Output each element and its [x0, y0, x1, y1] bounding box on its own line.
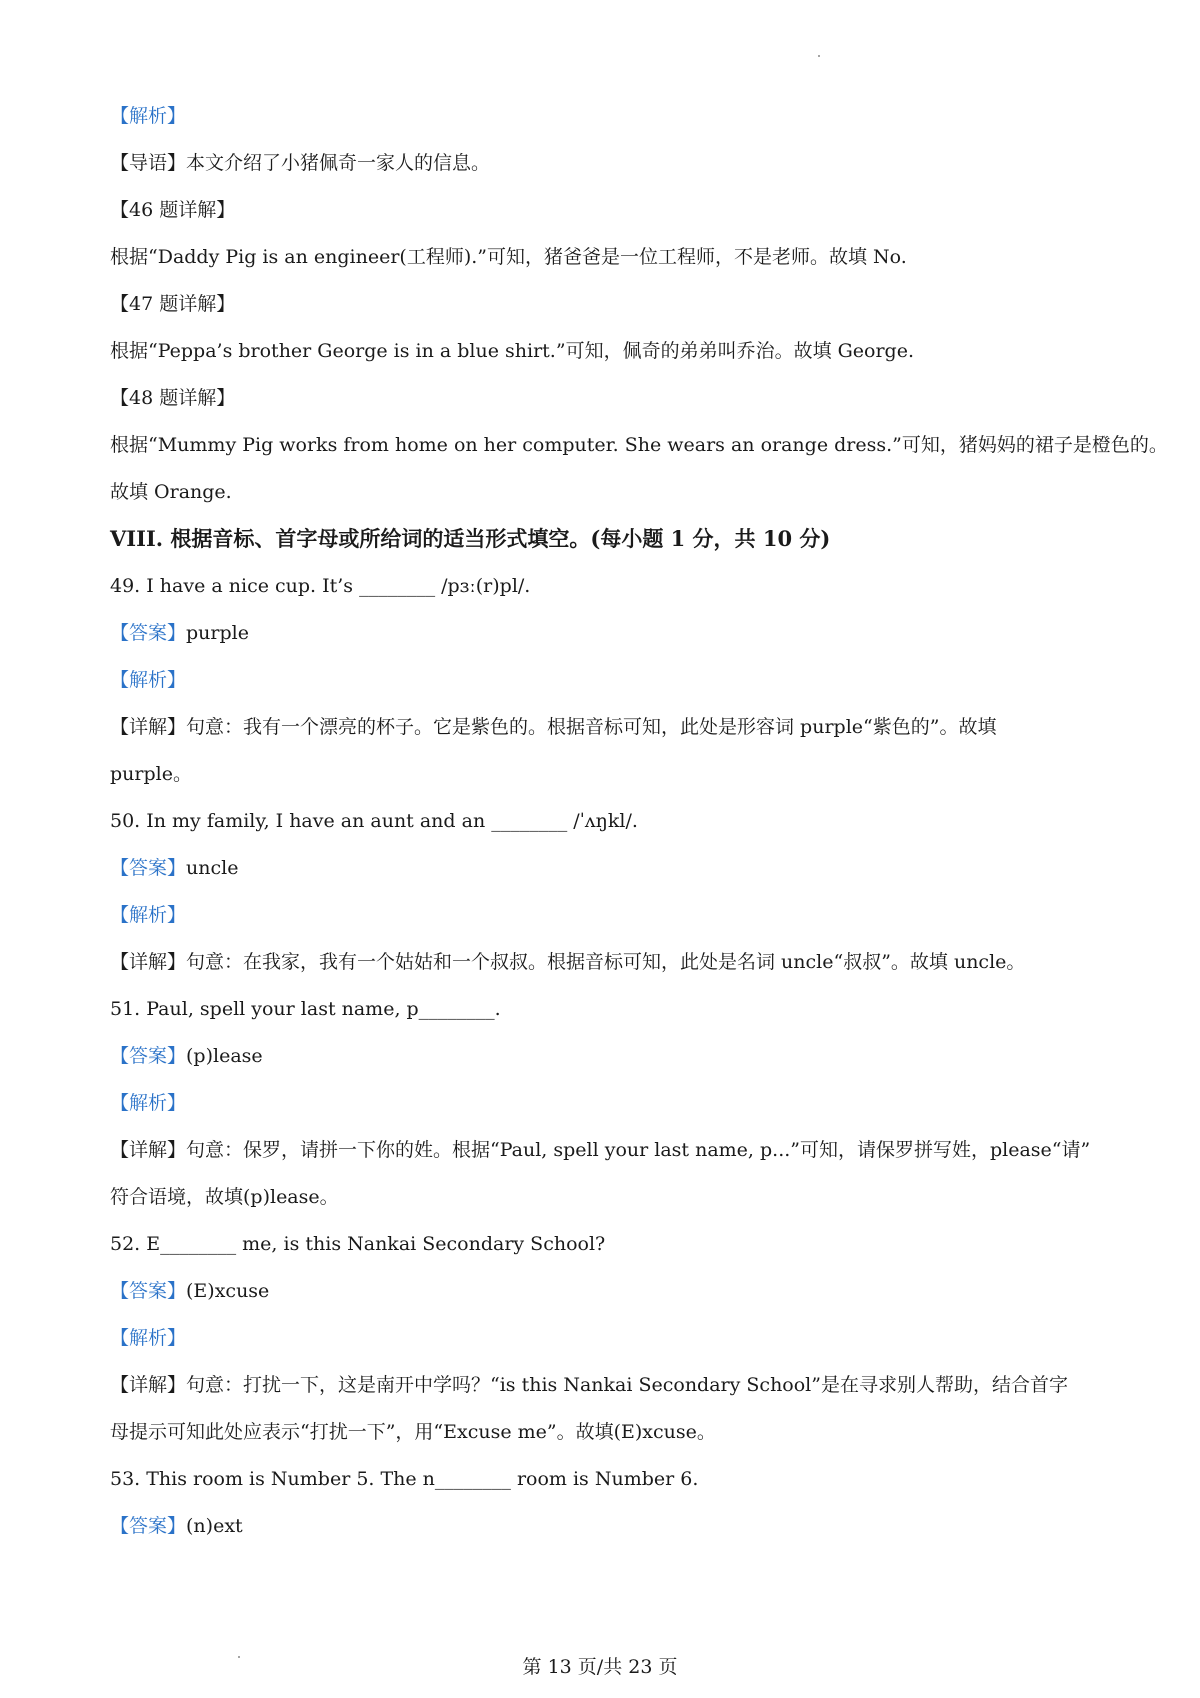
- analysis-tag: 【解析】: [110, 1092, 187, 1114]
- question-text: 51. Paul, spell your last name, p________.: [110, 998, 501, 1020]
- doc-line: [110, 244, 1110, 270]
- detail-text: purple。: [110, 763, 192, 785]
- analysis-line: [110, 1090, 1110, 1116]
- answer-tag: 【答案】: [110, 1280, 187, 1302]
- line-text: 故填 Orange.: [110, 481, 232, 503]
- doc-line: [110, 291, 1110, 317]
- detail-text: 符合语境，故填(p)lease。: [110, 1186, 339, 1208]
- detail-tag: 【详解】: [110, 1139, 187, 1161]
- doc-line: [110, 197, 1110, 223]
- question-line: [110, 1466, 1110, 1492]
- question-text: 49. I have a nice cup. It’s ________ /pɜː(r)pl/.: [110, 575, 531, 597]
- doc-line: [110, 150, 1110, 176]
- question-line: [110, 808, 1110, 834]
- detail-line: [110, 1372, 1110, 1398]
- detail-line: [110, 761, 1110, 787]
- answer-line: [110, 1278, 1110, 1304]
- question-text: 53. This room is Number 5. The n________ room is Number 6.: [110, 1468, 699, 1490]
- answer-tag: 【答案】: [110, 857, 187, 879]
- detail-tag: 【详解】: [110, 716, 187, 738]
- doc-line: [110, 103, 1110, 129]
- analysis-line: [110, 667, 1110, 693]
- answer-tag: 【答案】: [110, 1045, 187, 1067]
- detail-text: 句意：保罗，请拼一下你的姓。根据“Paul, spell your last name, p...”可知，请保罗拼写姓，please“请”: [186, 1139, 1091, 1161]
- section-heading: [110, 526, 1110, 552]
- answer-tag: 【答案】: [110, 1515, 187, 1537]
- line-text: 本文介绍了小猪佩奇一家人的信息。: [186, 152, 491, 174]
- detail-line: [110, 949, 1110, 975]
- section-tag: 【48 题详解】: [110, 387, 236, 409]
- detail-text: 母提示可知此处应表示“打扰一下”，用“Excuse me”。故填(E)xcuse。: [110, 1421, 716, 1443]
- heading-text: VIII. 根据音标、首字母或所给词的适当形式填空。(每小题 1 分，共 10 分): [110, 526, 831, 551]
- detail-text: 句意：在我家，我有一个姑姑和一个叔叔。根据音标可知，此处是名词 uncle“叔叔”。故填 uncle。: [186, 951, 1026, 973]
- answer-line: [110, 1043, 1110, 1069]
- line-text: 根据“Daddy Pig is an engineer(工程师).”可知，猪爸爸是一位工程师，不是老师。故填 No.: [110, 246, 907, 268]
- answer-tag: 【答案】: [110, 622, 187, 644]
- question-line: [110, 996, 1110, 1022]
- detail-text: 句意：打扰一下，这是南开中学吗？“is this Nankai Secondary School”是在寻求别人帮助，结合首字: [186, 1374, 1068, 1396]
- scan-speck: [818, 55, 820, 57]
- answer-text: (p)lease: [186, 1045, 263, 1067]
- doc-line: [110, 385, 1110, 411]
- section-tag: 【导语】: [110, 152, 187, 174]
- doc-line: [110, 338, 1110, 364]
- detail-line: [110, 1184, 1110, 1210]
- detail-line: [110, 714, 1110, 740]
- section-tag: 【46 题详解】: [110, 199, 236, 221]
- question-text: 52. E________ me, is this Nankai Secondary School?: [110, 1233, 606, 1255]
- line-text: 根据“Peppa’s brother George is in a blue shirt.”可知，佩奇的弟弟叫乔治。故填 George.: [110, 340, 914, 362]
- answer-line: [110, 855, 1110, 881]
- analysis-line: [110, 902, 1110, 928]
- detail-line: [110, 1419, 1110, 1445]
- answer-text: (n)ext: [186, 1515, 243, 1537]
- page-footer: 第 13 页/共 23 页: [522, 1656, 678, 1678]
- answer-line: [110, 1513, 1110, 1539]
- answer-line: [110, 620, 1110, 646]
- question-line: [110, 573, 1110, 599]
- answer-text: uncle: [186, 857, 239, 879]
- doc-line: [110, 432, 1168, 458]
- detail-tag: 【详解】: [110, 1374, 187, 1396]
- answer-text: (E)xcuse: [186, 1280, 270, 1302]
- question-line: [110, 1231, 1110, 1257]
- answer-text: purple: [186, 622, 249, 644]
- analysis-tag: 【解析】: [110, 669, 187, 691]
- analysis-tag: 【解析】: [110, 904, 187, 926]
- section-tag: 【解析】: [110, 105, 187, 127]
- analysis-tag: 【解析】: [110, 1327, 187, 1349]
- detail-line: [110, 1137, 1110, 1163]
- section-tag: 【47 题详解】: [110, 293, 236, 315]
- line-text: 根据“Mummy Pig works from home on her computer. She wears an orange dress.”可知，猪妈妈的裙子是橙色的。: [110, 434, 1168, 456]
- detail-text: 句意：我有一个漂亮的杯子。它是紫色的。根据音标可知，此处是形容词 purple“紫色的”。故填: [186, 716, 997, 738]
- analysis-line: [110, 1325, 1110, 1351]
- doc-line: [110, 479, 1110, 505]
- detail-tag: 【详解】: [110, 951, 187, 973]
- question-text: 50. In my family, I have an aunt and an ________ /ˈʌŋkl/.: [110, 810, 638, 832]
